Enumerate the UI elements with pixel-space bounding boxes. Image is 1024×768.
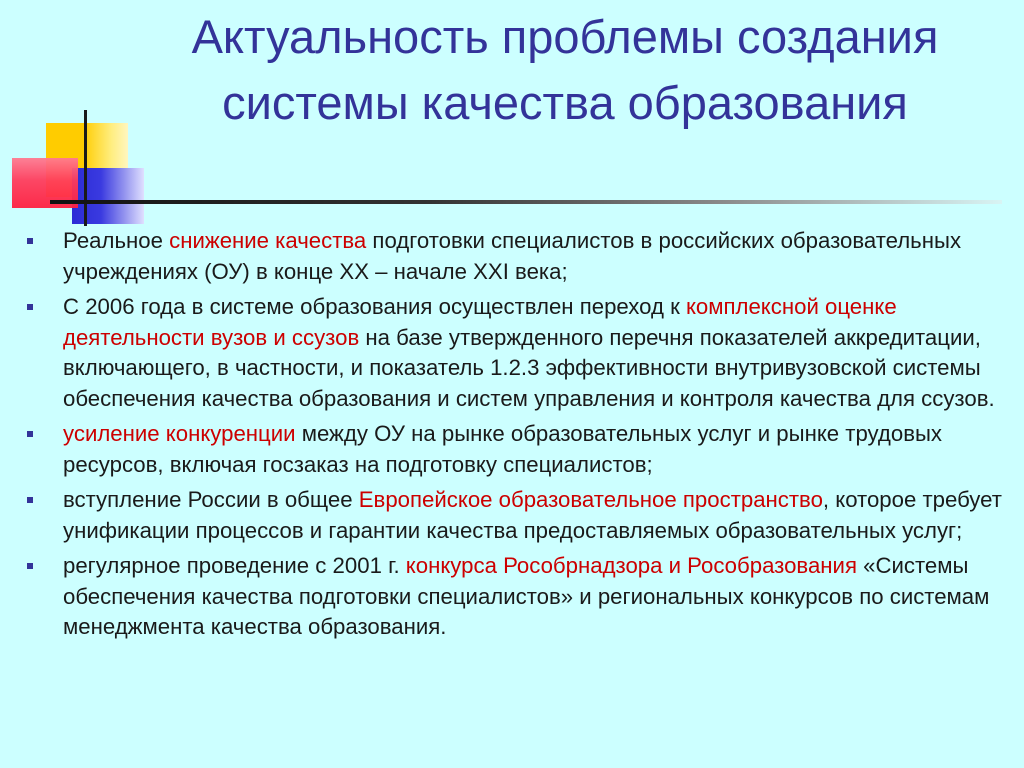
bullet-list	[20, 226, 1010, 648]
bullet-square-icon	[27, 238, 33, 244]
list-item	[20, 485, 1010, 546]
bullet-square-icon	[27, 304, 33, 310]
title-underline	[50, 200, 1002, 204]
item-highlight: снижение качества	[169, 228, 367, 253]
blue-square-decoration	[72, 168, 144, 224]
bullet-square-icon	[27, 563, 33, 569]
list-item	[20, 226, 1010, 287]
item-highlight: Европейское образовательное пространство	[358, 487, 823, 512]
item-text: регулярное проведение с 2001 г.	[63, 553, 406, 578]
list-item	[20, 551, 1010, 643]
item-text: на базе утвержденного перечня показателей аккредитации, включающего, в частности, и показатель 1.2.3 эффективности внутривузовской системы обеспечения качества образования и систем управления и контроля качества для ссузов.	[63, 324, 995, 411]
item-text: вступление России в общее	[63, 487, 359, 512]
list-item	[20, 419, 1010, 480]
vertical-line-decoration	[84, 110, 87, 226]
item-text: «Системы обеспечения качества подготовки специалистов» и региональных конкурсов по системам менеджмента качества образования.	[63, 553, 990, 639]
bullet-square-icon	[27, 497, 33, 503]
item-text: С 2006 года в системе образования осуществлен переход к	[63, 294, 686, 319]
item-text: , которое требует унификации процессов и гарантии качества предоставляемых образовательных услуг;	[63, 487, 1002, 543]
bullet-square-icon	[27, 431, 33, 437]
item-highlight: комплексной оценке деятельности вузов и ссузов	[63, 294, 897, 350]
item-text: между ОУ на рынке образовательных услуг и рынке трудовых ресурсов, включая госзаказ на подготовку специалистов;	[63, 421, 943, 477]
slide-title: Актуальность проблемы создания системы качества образования	[191, 10, 939, 129]
item-highlight: усиление конкуренции	[63, 421, 296, 446]
item-text: подготовки специалистов в российских образовательных учреждениях (ОУ) в конце ХХ – начале XXI века;	[63, 228, 962, 284]
list-item	[20, 292, 1010, 414]
item-text: Реальное	[63, 228, 170, 253]
item-highlight: конкурса Рособрнадзора и Рособразования	[405, 553, 857, 578]
